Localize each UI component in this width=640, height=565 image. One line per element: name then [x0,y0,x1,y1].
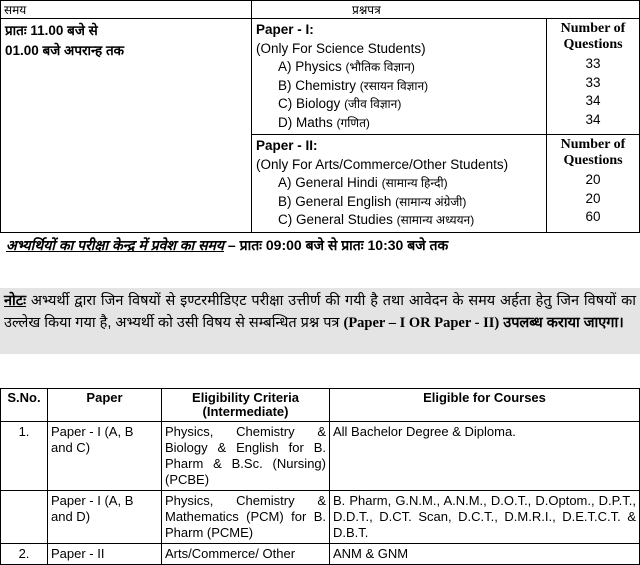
time-line-1: प्रातः 11.00 बजे से [5,23,98,38]
count-value: 34 [585,111,601,127]
subject-item: C) Biology (जीव विज्ञान) [278,96,402,111]
table-header-row [1,389,640,422]
paper-1-cell [252,19,547,135]
paper-2-subtitle: (Only For Arts/Commerce/Other Students) [256,156,509,172]
entry-time-label: अभ्यर्थियों का परीक्षा केन्द्र में प्रवेश का समय [6,237,225,253]
header-courses: Eligible for Courses [330,389,640,422]
subject-item: B) General English (सामान्य अंग्रेजी) [278,193,467,209]
subject-item: C) General Studies (सामान्य अध्ययन) [278,212,475,227]
header-criteria: Eligibility Criteria (Intermediate) [162,389,330,422]
paper-1-counts: Number of Questions 33 33 34 34 [547,19,640,135]
time-header: समय [1,1,252,19]
paper-header: प्रश्नपत्र [252,1,640,19]
note-label: नोटः [4,293,27,309]
note-papers: (Paper – I OR Paper - II) [343,315,500,331]
entry-time-value: – प्रातः 09:00 बजे से प्रातः 10:30 बजे तक [224,237,449,253]
table-row: 2. Paper - II Arts/Commerce/ Other ANM & GNM [1,544,640,565]
paper-2-cell [252,135,547,233]
count-value: 33 [585,74,601,90]
time-line-2: 01.00 बजे अपरान्ह तक [5,43,125,58]
header-sno: S.No. [1,389,48,422]
eligibility-table [0,388,640,565]
paper-1-title: Paper - I: [256,22,314,37]
subject-item: B) Chemistry (रसायन विज्ञान) [278,77,429,93]
note-text: नोटः अभ्यर्थी द्वारा जिन विषयों से इण्टरमीडिएट परीक्षा उत्तीर्ण की गयी है तथा आवेदन के समय अर्हता हेतु जिन विषयों का उल्लेख किया गया है, अभ्यर्थी को उसी विषय से सम्बन्धित प्रश्न पत्र (Paper – I OR Paper - II) उपलब्ध कराया जाएगा। [4,293,636,331]
paper-2-counts: Number of Questions 20 20 60 [547,135,640,233]
header-paper: Paper [48,389,162,422]
count-value: 34 [585,93,601,108]
entry-time-line [6,236,448,255]
subject-item: A) General Hindi (सामान्य हिन्दी) [278,175,448,190]
count-value: 33 [585,56,601,71]
paper-1-subtitle: (Only For Science Students) [256,40,426,56]
note-box [0,288,640,354]
count-value: 20 [585,172,601,187]
time-cell [1,19,252,233]
count-value: 60 [585,209,601,224]
paper-2-title: Paper - II: [256,138,318,153]
subject-item: D) Maths (गणित) [278,114,370,130]
subject-item: A) Physics (भौतिक विज्ञान) [278,59,415,74]
table-row: 1. Paper - I (A, B and C) Physics, Chemistry & Biology & English for B. Pharm & B.Sc. (Nursing) (PCBE) All Bachelor Degree & Diploma. [1,422,640,491]
exam-schedule-table [0,0,640,233]
count-value: 20 [585,190,601,206]
table-row: Paper - I (A, B and D) Physics, Chemistry & Mathematics (PCM) for B. Pharm (PCME) B. Pharm, G.N.M., A.N.M., D.O.T., D.Optom., D.P.T., D.D.T., D.CT. Scan, D.C.T., D.M.R.I., D.E.T.C.T. & D.B.T. [1,491,640,544]
